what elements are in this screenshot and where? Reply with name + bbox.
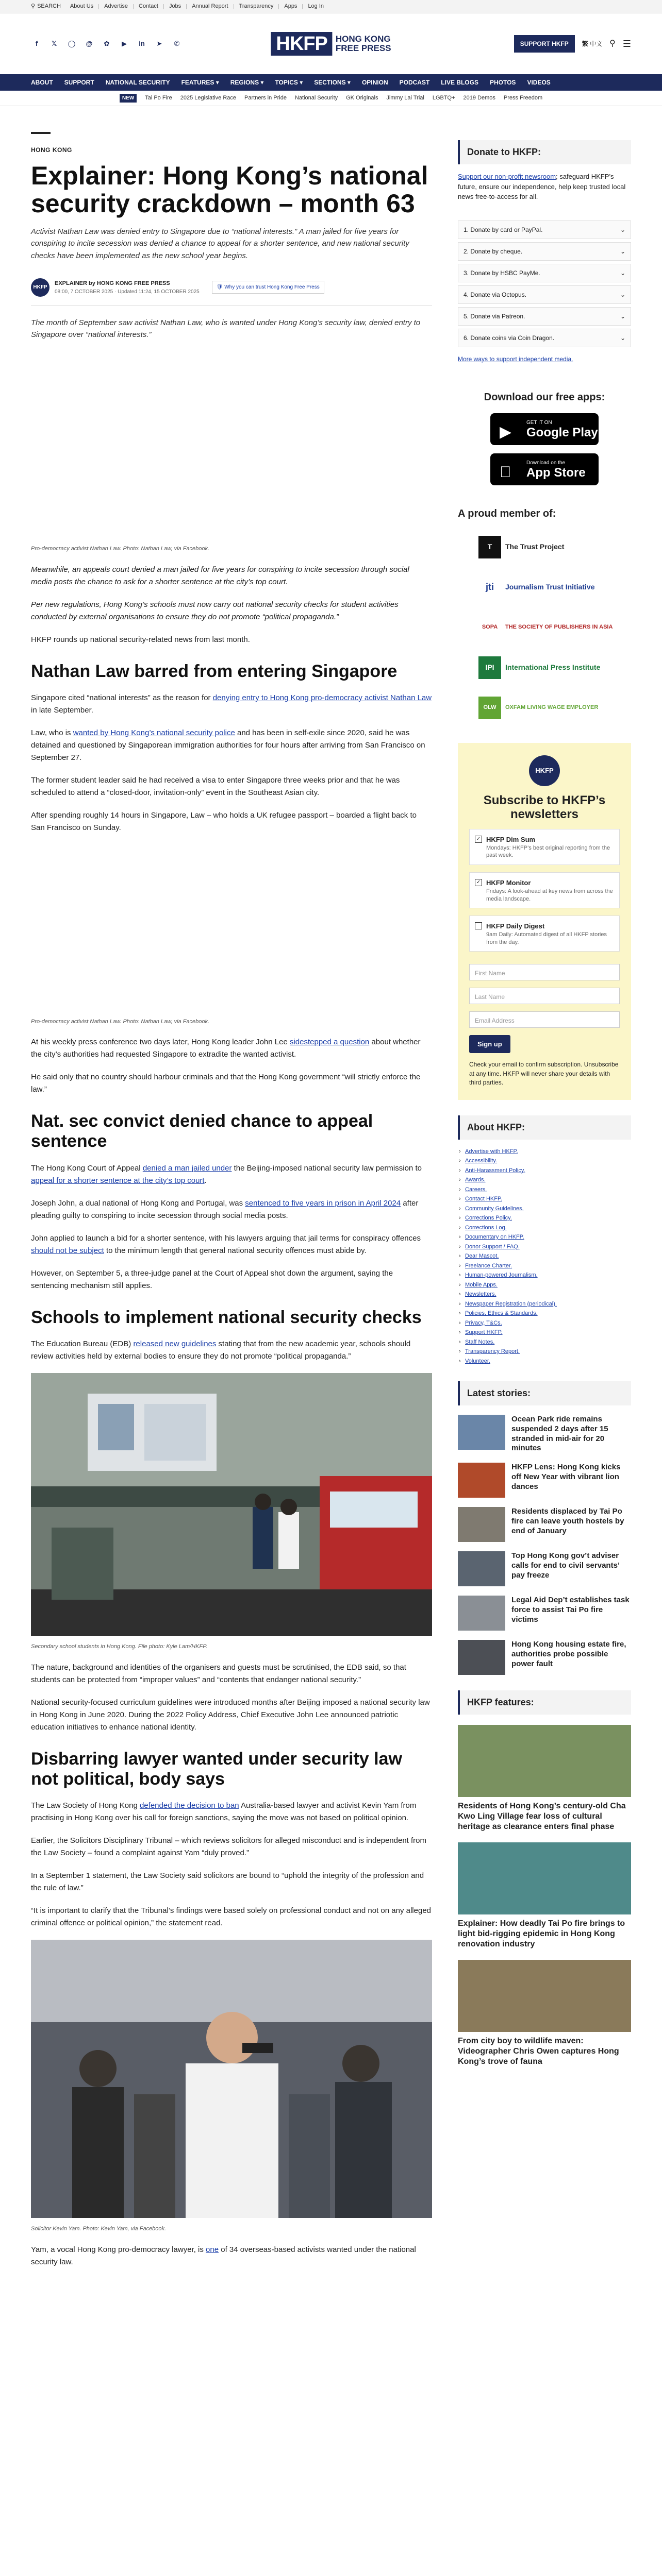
paragraph: Meanwhile, an appeals court denied a man jailed for five years for conspiring to incite secession through social media posts the chance to ask for a shorter sentence at the city’s top court. bbox=[31, 565, 409, 586]
story-thumbnail bbox=[458, 1596, 505, 1631]
nav-national-security[interactable]: NATIONAL SECURITY bbox=[105, 79, 170, 86]
feature-story[interactable]: From city boy to wildlife maven: Videographer Chris Owen captures Hong Kong’s trove of fauna bbox=[458, 1960, 631, 2067]
social-links bbox=[31, 38, 183, 49]
trending-link[interactable]: Press Freedom bbox=[503, 95, 543, 101]
about-link[interactable]: › Anti-Harassment Policy. bbox=[458, 1166, 631, 1176]
topbar-link-login[interactable]: Log In bbox=[308, 3, 324, 10]
donate-option-card[interactable]: 1. Donate by card or PayPal. ⌄ bbox=[458, 221, 631, 239]
article-category[interactable]: HONG KONG bbox=[31, 146, 72, 154]
inline-link[interactable]: one bbox=[206, 2245, 219, 2254]
feature-thumbnail bbox=[458, 1842, 631, 1914]
paragraph: At his weekly press conference two days later, Hong Kong leader John Lee sidestepped a question about whether the city’s authorities had requested Singapore to extradite the wanted activist. bbox=[31, 1038, 421, 1059]
trust-button[interactable]: 🛡 Why you can trust Hong Kong Free Press bbox=[212, 281, 324, 294]
divider bbox=[31, 305, 432, 306]
paragraph: After spending roughly 14 hours in Singapore, Law – who holds a UK refugee passport – boarded a flight back to San Francisco on Sunday. bbox=[31, 810, 417, 832]
feature-story[interactable]: Explainer: How deadly Tai Po fire brings to light bid-rigging epidemic in Hong Kong renovation industry bbox=[458, 1842, 631, 1950]
newsletter-heading: Subscribe to HKFP’s newsletters bbox=[483, 793, 606, 822]
about-link[interactable]: › Newsletters. bbox=[458, 1290, 631, 1299]
topbar-link-apps[interactable]: Apps bbox=[284, 3, 297, 10]
inline-link[interactable]: sentenced to five years in prison in April 2024 bbox=[245, 1198, 401, 1208]
donate-option-payme[interactable]: 3. Donate by HSBC PayMe. ⌄ bbox=[458, 264, 631, 282]
story-thumbnail bbox=[458, 1415, 505, 1450]
feature-thumbnail bbox=[458, 1725, 631, 1797]
about-link[interactable]: › Staff Notes. bbox=[458, 1337, 631, 1347]
latest-heading: Latest stories: bbox=[458, 1381, 631, 1405]
paragraph: Yam, a vocal Hong Kong pro-democracy lawyer, is one of 34 overseas-based activists wanted under the national security law. bbox=[31, 2245, 416, 2266]
paragraph: In a September 1 statement, the Law Society said solicitors are bound to “uphold the integrity of the profession and the rule of law.” bbox=[31, 1871, 424, 1892]
topbar-link-advertise[interactable]: Advertise bbox=[104, 3, 128, 10]
paragraph: Law, who is wanted by Hong Kong’s national security police and has been in self-exile since 2020, said he was detained and questioned by Singaporean immigration authorities for four hours after arriving from San Francisco on September 27. bbox=[31, 728, 425, 762]
topbar-link-jobs[interactable]: Jobs bbox=[169, 3, 181, 10]
trending-link[interactable]: Jimmy Lai Trial bbox=[386, 95, 424, 101]
about-link[interactable]: › Accessibility. bbox=[458, 1156, 631, 1166]
about-link[interactable]: › Dear Mascot. bbox=[458, 1251, 631, 1261]
inline-link[interactable]: should not be subject bbox=[31, 1246, 104, 1255]
checkbox[interactable] bbox=[475, 922, 482, 929]
checkbox[interactable]: ✓ bbox=[475, 836, 482, 843]
threads-icon[interactable]: @ bbox=[86, 40, 93, 48]
byline bbox=[31, 278, 432, 297]
inline-link[interactable]: denied a man jailed under bbox=[142, 1163, 232, 1173]
paragraph: John applied to launch a bid for a shorter sentence, with his lawyers arguing that jail terms for conspiracy offences should not be subject to the minimum length that general national security offences must abide by. bbox=[31, 1233, 421, 1255]
search-icon: ⚲ bbox=[31, 3, 36, 10]
latest-story[interactable]: Ocean Park ride remains suspended 2 days after 15 stranded in mid-air for 20 minutes bbox=[458, 1415, 631, 1453]
youtube-icon[interactable]: ▶ bbox=[122, 40, 127, 48]
instagram-icon[interactable]: ◯ bbox=[68, 40, 76, 48]
member-sopa[interactable]: SOPA THE SOCIETY OF PUBLISHERS IN ASIA bbox=[482, 624, 613, 631]
nav-support[interactable]: SUPPORT bbox=[64, 79, 94, 86]
about-link[interactable]: › Transparency Report. bbox=[458, 1347, 631, 1357]
topbar-link-transparency[interactable]: Transparency bbox=[239, 3, 274, 10]
about-link[interactable]: › Advertise with HKFP. bbox=[458, 1147, 631, 1157]
newsletter-logo: HKFP bbox=[529, 755, 560, 786]
chevron-down-icon: ⌄ bbox=[620, 247, 625, 255]
about-link[interactable]: › Support HKFP. bbox=[458, 1328, 631, 1337]
article bbox=[31, 106, 432, 2268]
photo-caption: Pro-democracy activist Nathan Law. Photo: Nathan Law, via Facebook. bbox=[31, 546, 210, 552]
paragraph: National security-focused curriculum guidelines were introduced months after Beijing imposed a national security law in Hong Kong in June 2020. During the 2022 Policy Address, Chief Executive John Lee announced patriotic education initiatives to enhance national identity. bbox=[31, 1698, 430, 1732]
donate-option-octopus[interactable]: 4. Donate via Octopus. ⌄ bbox=[458, 285, 631, 304]
features-heading: HKFP features: bbox=[458, 1690, 631, 1715]
photo-placeholder bbox=[31, 351, 432, 541]
last-name-field[interactable]: Last Name bbox=[469, 988, 620, 1004]
main-navigation bbox=[0, 74, 662, 91]
about-link[interactable]: › Community Guidelines. bbox=[458, 1204, 631, 1214]
first-name-field[interactable]: First Name bbox=[469, 964, 620, 980]
whatsapp-icon[interactable]: ✆ bbox=[174, 40, 180, 48]
nav-features[interactable]: FEATURES ▾ bbox=[181, 79, 219, 86]
photo-caption: Pro-democracy activist Nathan Law. Photo: Nathan Law, via Facebook. bbox=[31, 1018, 210, 1025]
newsletter-option-monitor[interactable]: ✓ HKFP Monitor Fridays: A look-ahead at key news from across the media landscape. bbox=[469, 872, 620, 908]
photo-nathan-law-2 bbox=[31, 844, 432, 1026]
kicker-rule bbox=[31, 132, 51, 134]
photo-caption: Solicitor Kevin Yam. Photo: Kevin Yam, via Facebook. bbox=[31, 2226, 167, 2232]
donate-option-patreon[interactable]: 5. Donate via Patreon. ⌄ bbox=[458, 307, 631, 326]
apple-icon bbox=[500, 461, 511, 484]
masthead-actions bbox=[514, 35, 631, 53]
chevron-down-icon: ⌄ bbox=[620, 226, 625, 233]
apps-heading: Download our free apps: bbox=[484, 391, 605, 403]
google-play-button[interactable]: ▶ GET IT ON Google Play bbox=[490, 413, 599, 445]
section-heading-law-society: Disbarring lawyer wanted under security law not political, body says bbox=[31, 1749, 402, 1789]
about-link[interactable]: › Careers. bbox=[458, 1185, 631, 1195]
member-jti[interactable]: jti Journalism Trust Initiative bbox=[486, 582, 595, 592]
checkbox[interactable]: ✓ bbox=[475, 879, 482, 886]
nav-podcast[interactable]: PODCAST bbox=[399, 79, 430, 86]
logo-wordmark: HONG KONG FREE PRESS bbox=[335, 34, 391, 53]
donate-text: Support our non-profit newsroom; safeguard HKFP’s future, ensure our independence, help keep trusted local news free-to-access for all. bbox=[458, 173, 626, 200]
nav-sections[interactable]: SECTIONS ▾ bbox=[314, 79, 351, 86]
donate-heading: Donate to HKFP: bbox=[458, 140, 631, 164]
donate-option-cheque[interactable]: 2. Donate by cheque. ⌄ bbox=[458, 242, 631, 261]
nav-topics[interactable]: TOPICS ▾ bbox=[275, 79, 303, 86]
top-utility-bar bbox=[0, 0, 662, 13]
trending-link[interactable]: GK Originals bbox=[346, 95, 378, 101]
language-switch[interactable]: 繁 中文 bbox=[582, 40, 603, 47]
nav-photos[interactable]: PHOTOS bbox=[489, 79, 516, 86]
x-icon[interactable]: 𝕏 bbox=[51, 40, 57, 48]
nav-regions[interactable]: REGIONS ▾ bbox=[230, 79, 264, 86]
inline-link[interactable]: defended the decision to ban bbox=[139, 1801, 239, 1810]
author-avatar: HKFP bbox=[31, 278, 49, 297]
about-heading: About HKFP: bbox=[458, 1115, 631, 1140]
section-heading-appeal: Nat. sec convict denied chance to appeal sentence bbox=[31, 1111, 373, 1151]
trending-link[interactable]: Tai Po Fire bbox=[145, 95, 172, 101]
paragraph: The Hong Kong Court of Appeal denied a man jailed under the Beijing-imposed national security law permission to appeal for a shorter sentence at the city’s top court. bbox=[31, 1163, 422, 1185]
trending-link[interactable]: 2025 Legislative Race bbox=[180, 95, 237, 101]
paragraph: The former student leader said he had received a visa to enter Singapore three weeks prior and that he was scheduled to attend a “closed-door, invitation-only” event in the Southeast Asian city. bbox=[31, 775, 400, 797]
facebook-icon[interactable]: f bbox=[35, 40, 38, 48]
member-ipi[interactable]: IPI International Press Institute bbox=[458, 653, 631, 682]
paragraph: Per new regulations, Hong Kong’s schools must now carry out national security checks for student activities conducted by external organisations to ensure they do not promote “political propaganda.” bbox=[31, 600, 399, 621]
linkedin-icon[interactable]: in bbox=[139, 40, 145, 48]
shield-icon: 🛡 bbox=[216, 284, 223, 291]
section-heading-schools: Schools to implement national security checks bbox=[31, 1307, 422, 1327]
latest-story[interactable]: Residents displaced by Tai Po fire can leave youth hostels by end of January bbox=[458, 1507, 631, 1542]
author-name[interactable]: EXPLAINER by HONG KONG FREE PRESS bbox=[55, 280, 170, 286]
topbar-link-contact[interactable]: Contact bbox=[139, 3, 158, 10]
paragraph: The nature, background and identities of the organisers and guests must be scrutinised, the EDB said, so that students can be protected from “improper values” and “contents that endanger national security.” bbox=[31, 1663, 406, 1684]
paragraph: Joseph John, a dual national of Hong Kong and Portugal, was sentenced to five years in prison in April 2024 after pleading guilty to conspiring to incite secession through social media posts. bbox=[31, 1198, 419, 1220]
trending-link[interactable]: LGBTQ+ bbox=[432, 95, 455, 101]
inline-link[interactable]: appeal for a shorter sentence at the city’s top court bbox=[31, 1176, 205, 1185]
chevron-down-icon: ⌄ bbox=[620, 269, 625, 277]
chevron-down-icon: ⌄ bbox=[620, 334, 625, 342]
about-link[interactable]: › Privacy, T&Cs. bbox=[458, 1318, 631, 1328]
feature-thumbnail bbox=[458, 1960, 631, 2032]
trending-bar bbox=[0, 91, 662, 106]
publish-dates: 08:00, 7 OCTOBER 2025 · Updated 11:24, 15 OCTOBER 2025 bbox=[55, 289, 200, 295]
latest-story[interactable]: Hong Kong housing estate fire, authorities probe possible power fault bbox=[458, 1640, 631, 1675]
sign-up-button[interactable]: Sign up bbox=[469, 1035, 510, 1054]
inline-link[interactable]: released new guidelines bbox=[133, 1339, 217, 1348]
story-thumbnail bbox=[458, 1507, 505, 1542]
photo-school-students bbox=[31, 1373, 432, 1651]
telegram-icon[interactable]: ➤ bbox=[156, 40, 162, 48]
paragraph: The Education Bureau (EDB) released new guidelines stating that from the new academic year, schools should review activities held by external bodies to ensure they do not promote “political propaganda.” bbox=[31, 1339, 411, 1361]
nav-videos[interactable]: VIDEOS bbox=[527, 79, 551, 86]
app-store-button[interactable]: Download on the App Store bbox=[490, 453, 599, 485]
photo-kevin-yam bbox=[31, 1940, 432, 2233]
trending-link[interactable]: National Security bbox=[294, 95, 338, 101]
nav-about[interactable]: ABOUT bbox=[31, 79, 53, 86]
story-thumbnail bbox=[458, 1551, 505, 1586]
about-link[interactable]: › Documentary on HKFP. bbox=[458, 1232, 631, 1242]
about-link[interactable]: › Corrections Policy. bbox=[458, 1213, 631, 1223]
search-icon[interactable]: ⚲ bbox=[609, 39, 616, 48]
article-lead: Activist Nathan Law was denied entry to Singapore due to “national interests.” A man jailed for five years for conspiring to incite secession was denied a chance to appeal for a shorter sentence, and new national security checks have been implemented as the new school year begins. bbox=[31, 227, 409, 260]
inline-link[interactable]: sidestepped a question bbox=[289, 1038, 370, 1047]
paragraph: He said only that no country should harbour criminals and that the Hong Kong government “will strictly enforce the law.” bbox=[31, 1073, 421, 1094]
photo-nathan-law-1 bbox=[31, 351, 432, 553]
masthead bbox=[0, 13, 662, 74]
about-link[interactable]: › Donor Support / FAQ. bbox=[458, 1242, 631, 1252]
story-thumbnail bbox=[458, 1640, 505, 1675]
logo-mark: HKFP bbox=[271, 32, 332, 56]
latest-story[interactable]: HKFP Lens: Hong Kong kicks off New Year with vibrant lion dances bbox=[458, 1463, 631, 1498]
latest-story[interactable]: Legal Aid Dep’t establishes task force to assist Tai Po fire victims bbox=[458, 1596, 631, 1631]
nav-live-blogs[interactable]: LIVE BLOGS bbox=[441, 79, 478, 86]
search-button[interactable]: ⚲ SEARCH bbox=[31, 2, 61, 11]
street-scene-image bbox=[31, 1373, 432, 1636]
protest-image bbox=[31, 1940, 432, 2218]
article-title: Explainer: Hong Kong’s national security crackdown – month 63 bbox=[31, 161, 428, 218]
support-hkfp-button[interactable]: SUPPORT HKFP bbox=[514, 35, 575, 53]
donate-option-coindragon[interactable]: 6. Donate coins via Coin Dragon. ⌄ bbox=[458, 329, 631, 347]
inline-link[interactable]: denying entry to Hong Kong pro-democracy activist Nathan Law bbox=[212, 693, 432, 702]
paragraph: The Law Society of Hong Kong defended the decision to ban Australia-based lawyer and activist Kevin Yam from practising in Hong Kong over his call for foreign sanctions, saying the move was not based on political opinion. bbox=[31, 1801, 417, 1822]
paragraph: HKFP rounds up national security-related news from last month. bbox=[31, 635, 250, 644]
member-heading: A proud member of: bbox=[458, 507, 556, 519]
topbar-link-about[interactable]: About Us bbox=[70, 3, 94, 10]
paragraph: “It is important to clarify that the Tribunal’s findings were based solely on professional conduct and not on any alleged criminal offence or political opinion,” the statement read. bbox=[31, 1906, 432, 1927]
about-link[interactable]: › Human-powered Journalism. bbox=[458, 1270, 631, 1280]
site-logo[interactable] bbox=[271, 32, 391, 56]
newsletter-option-daily-digest[interactable]: HKFP Daily Digest 9am Daily: Automated digest of all HKFP stories from the day. bbox=[469, 916, 620, 952]
trending-link[interactable]: Partners in Pride bbox=[244, 95, 287, 101]
paragraph: Earlier, the Solicitors Disciplinary Tribunal – which reviews solicitors for alleged misconduct and is independent from the Law Society – found a complaint against Yam “duly proved.” bbox=[31, 1836, 427, 1857]
section-heading-nathan-law: Nathan Law barred from entering Singapore bbox=[31, 661, 398, 681]
member-trust-project[interactable]: T The Trust Project bbox=[458, 533, 631, 562]
hamburger-menu-icon[interactable]: ☰ bbox=[622, 38, 631, 49]
photo-placeholder bbox=[31, 844, 432, 1014]
feature-story[interactable]: Residents of Hong Kong’s century-old Cha Kwo Ling Village fear loss of cultural heritage as clearance enters final phase bbox=[458, 1725, 631, 1832]
sidebar bbox=[458, 106, 631, 2067]
newsletter-signup bbox=[458, 743, 631, 1100]
donate-link[interactable]: Support our non-profit newsroom bbox=[458, 173, 556, 180]
paragraph: However, on September 5, a three-judge panel at the Court of Appeal shot down the argument, saying the sentencing mechanism still applies. bbox=[31, 1268, 393, 1290]
about-link[interactable]: › Awards. bbox=[458, 1175, 631, 1185]
bluesky-icon[interactable]: ✿ bbox=[104, 40, 110, 48]
about-link[interactable]: › Freelance Charter. bbox=[458, 1261, 631, 1271]
about-link[interactable]: › Mobile Apps. bbox=[458, 1280, 631, 1290]
about-links bbox=[458, 1147, 631, 1366]
member-oxfam[interactable]: OLW OXFAM LIVING WAGE EMPLOYER bbox=[458, 693, 631, 722]
topbar-link-annual-report[interactable]: Annual Report bbox=[192, 3, 228, 10]
email-field[interactable]: Email Address bbox=[469, 1011, 620, 1028]
about-link[interactable]: › Newspaper Registration (periodical). bbox=[458, 1299, 631, 1309]
about-link[interactable]: › Corrections Log. bbox=[458, 1223, 631, 1233]
newsletter-note: Check your email to confirm subscription. Unsubscribe at any time. HKFP will never share your details with third parties. bbox=[469, 1061, 619, 1087]
nav-opinion[interactable]: OPINION bbox=[361, 79, 388, 86]
more-ways-link[interactable]: More ways to support independent media. bbox=[458, 355, 573, 363]
about-link[interactable]: › Volunteer. bbox=[458, 1357, 631, 1366]
story-thumbnail bbox=[458, 1463, 505, 1498]
article-intro: The month of September saw activist Nathan Law, who is wanted under Hong Kong’s security law, denied entry to Singapore over “national interests.” bbox=[31, 318, 421, 339]
chevron-down-icon: ⌄ bbox=[620, 291, 625, 298]
new-badge: NEW bbox=[120, 94, 137, 103]
newsletter-option-dim-sum[interactable]: ✓ HKFP Dim Sum Mondays: HKFP’s best original reporting from the past week. bbox=[469, 829, 620, 865]
play-store-icon: ▶ bbox=[500, 423, 512, 440]
about-link[interactable]: › Policies, Ethics & Standards. bbox=[458, 1309, 631, 1318]
about-link[interactable]: › Contact HKFP. bbox=[458, 1194, 631, 1204]
chevron-down-icon: ⌄ bbox=[620, 312, 625, 320]
inline-link[interactable]: wanted by Hong Kong’s national security police bbox=[73, 728, 235, 737]
paragraph: Singapore cited “national interests” as the reason for denying entry to Hong Kong pro-democracy activist Nathan Law in late September. bbox=[31, 693, 432, 715]
photo-caption: Secondary school students in Hong Kong. File photo: Kyle Lam/HKFP. bbox=[31, 1643, 208, 1650]
latest-story[interactable]: Top Hong Kong gov’t adviser calls for end to civil servants’ pay freeze bbox=[458, 1551, 631, 1586]
trending-link[interactable]: 2019 Demos bbox=[463, 95, 495, 101]
